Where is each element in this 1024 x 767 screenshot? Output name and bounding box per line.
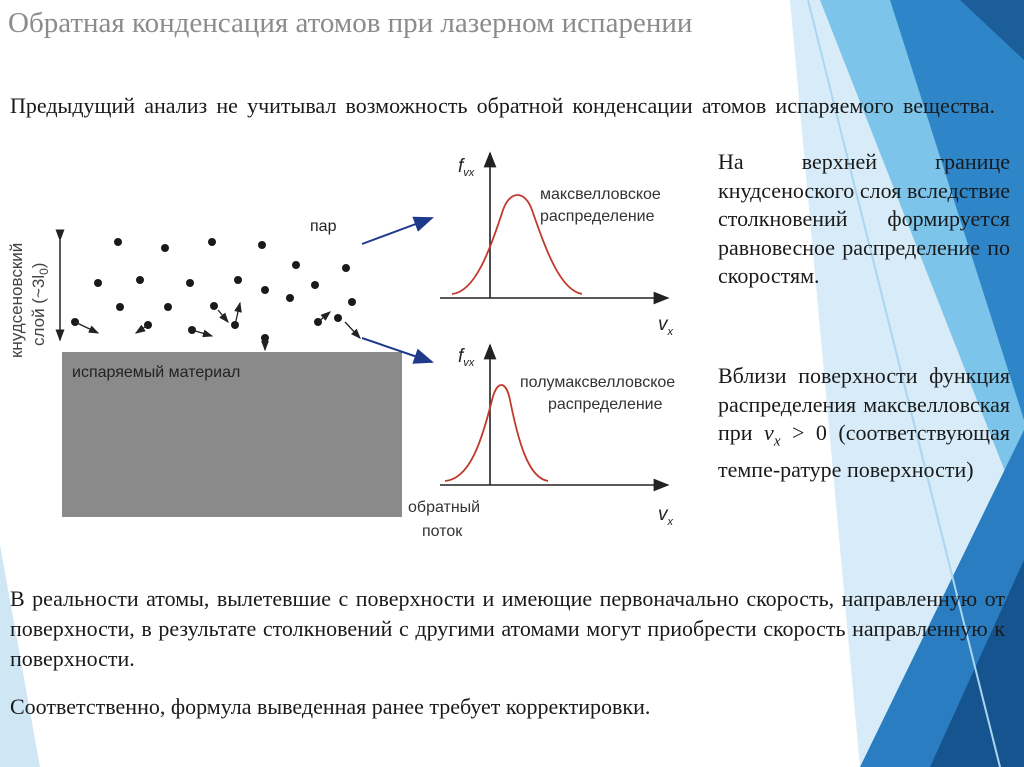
vapor-label: пар [310, 218, 337, 235]
half-maxwell-curve [445, 385, 548, 481]
bottom-y-axis-label: $f_{vx}$ [458, 346, 475, 369]
maxwell-label-1: максвелловское [540, 186, 661, 203]
half-maxwell-label-1: полумаксвелловское [520, 374, 676, 391]
evaporated-material-label: испаряемый материал [72, 364, 241, 381]
reality-paragraph: В реальности атомы, вылетевшие с поверхности и имеющие первоначально скорость, направленную от поверхности, в результате столкновений с другими атомами могут приобрести скорость направленную к поверхности. [10, 586, 1005, 671]
surface-description-post: > 0 (соответствующая темпе-ратуре поверхности) [718, 420, 1010, 482]
half-maxwell-label-2: распределение [548, 396, 663, 413]
slide-title: Обратная конденсация атомов при лазерном испарении [8, 7, 693, 39]
maxwell-distribution-chart [440, 153, 674, 338]
intro-paragraph: Предыдущий анализ не учитывал возможность обратной конденсации атомов испаряемого вещества. [10, 93, 995, 118]
top-x-axis-label: $v_x$ [658, 314, 673, 338]
top-y-axis-label: $f_{vx}$ [458, 156, 475, 179]
surface-description-pre: Вблизи поверхности функция распределения максвелловская при [718, 363, 1010, 445]
surface-description [718, 362, 1010, 484]
vapor-particles [71, 238, 356, 342]
bottom-x-axis-label: $v_x$ [658, 504, 673, 528]
velocity-symbol: v [764, 420, 774, 445]
maxwell-label-2: распределение [540, 208, 655, 225]
upper-boundary-pointer-arrow [362, 218, 432, 244]
knudsen-layer-thickness-label: слой $(\sim 3l_0)$ [29, 262, 51, 346]
conclusion-paragraph: Соответственно, формула выведенная ранее требует корректировки. [10, 694, 651, 719]
upper-boundary-description: На верхней границе кнудсеноского слоя вследствие столкновений формируется равновесное распределение по скоростям. [718, 149, 1010, 288]
backflow-label-2: поток [422, 523, 463, 540]
velocity-subscript: x [773, 433, 781, 450]
knudsen-layer-label: кнудсеновский [7, 242, 26, 358]
knudsen-layer-diagram [0, 150, 710, 550]
backflow-label-1: обратный [408, 499, 481, 516]
